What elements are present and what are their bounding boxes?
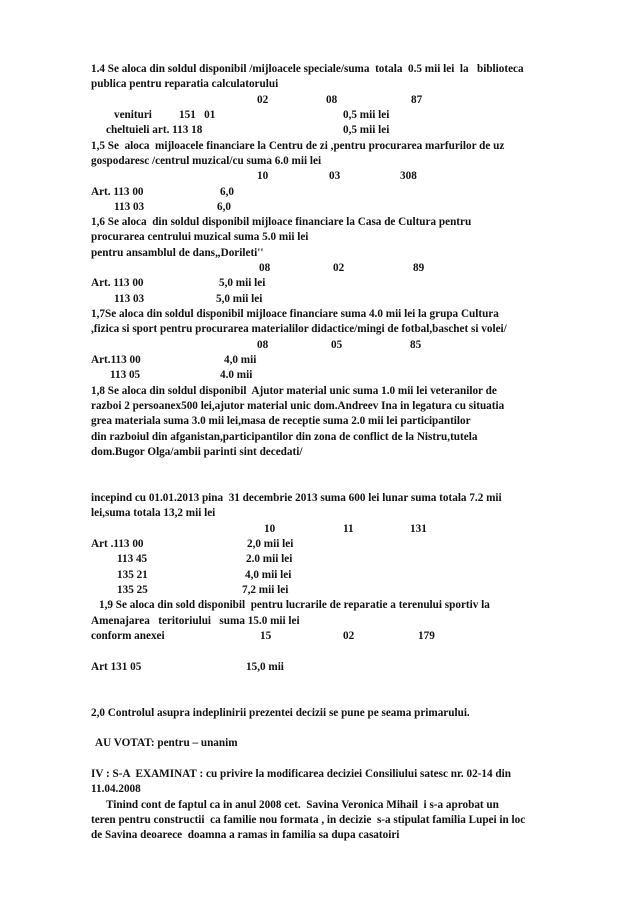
text-line: publica pentru reparatia calculatorului [91,78,279,90]
text-line: cheltuieli art. 113 18 [106,124,203,136]
text-line: IV : S-A EXAMINAT : cu privire la modificarea deciziei Consiliului satesc nr. 02-14 din [91,768,511,780]
code-cell: 02 [343,630,355,642]
code-cell: 89 [413,262,425,274]
text-line: 1,5 Se aloca mijloacele financiare la Centru de zi ,pentru procurarea marfurilor de uz [91,140,505,152]
text-line: Art. 113 00 [91,277,144,289]
code-cell: 131 [410,523,427,535]
text-line: 1,6 Se aloca din soldul disponibil mijloace financiare la Casa de Cultura pentru [91,216,472,228]
text-line: Art 131 05 [91,661,142,673]
amount-cell: 0,5 mii lei [343,109,390,121]
text-line: conform anexei [91,630,165,642]
text-line: 113 03 [114,293,145,305]
text-line: Art. 113 00 [91,186,144,198]
amount-cell: 6,0 [217,201,231,213]
text-line: 1,9 Se aloca din sold disponibil pentru lucrarile de reparatie a terenului sportiv la [99,599,490,611]
text-line: 113 45 [117,553,148,565]
text-line: 1.4 Se aloca din soldul disponibil /mijloacele speciale/suma totala 0.5 mii lei la biblioteca [91,63,524,75]
code-cell: 05 [331,339,343,351]
code-cell: 10 [264,523,276,535]
amount-cell: 5,0 mii lei [216,293,263,305]
text-line: Tinind cont de faptul ca in anul 2008 cet. Savina Veronica Mihail i s-a aprobat un [106,799,499,811]
text-line: Amenajarea teritoriului suma 15.0 mii lei [91,615,300,627]
text-line: 113 03 [114,201,145,213]
text-line: 2,0 Controlul asupra indeplinirii prezentei decizii se pune pe seama primarului. [91,707,470,719]
text-line: 1,8 Se aloca din soldul disponibil Ajutor material unic suma 1.0 mii lei veteranilor de [91,385,497,397]
amount-cell: 4,0 mii lei [245,569,292,581]
text-line: grea materiala suma 3.0 mii lei,masa de receptie suma 2.0 mii lei participantilor [91,415,471,427]
code-cell: 11 [343,523,354,535]
amount-cell: 2,0 mii lei [247,538,294,550]
amount-cell: 4,0 mii [224,354,257,366]
text-line: de Savina deoarece doamna a ramas in familia sa dupa casatoiri [91,829,400,841]
amount-cell: 5,0 mii lei [219,277,266,289]
code-cell: 87 [411,94,423,106]
text-line: ,fizica si sport pentru procurarea materialilor didactice/mingi de fotbal,baschet si volei/ [91,323,507,335]
text-line: venituri [114,109,152,121]
text-line: AU VOTAT: pentru – unanim [95,737,238,749]
amount-cell: 7,2 mii lei [242,584,289,596]
code-cell: 02 [257,94,269,106]
code-cell: 08 [257,339,269,351]
code-cell: 02 [333,262,345,274]
code-cell: 179 [418,630,435,642]
text-line: 135 21 [117,569,148,581]
text-line: razboi 2 persoanex500 lei,ajutor material unic dom.Andreev Ina in legatura cu situatia [91,400,505,412]
amount-cell: 6,0 [220,186,234,198]
text-line: lei,suma totala 13,2 mii lei [91,507,216,519]
code-cell: 08 [326,94,338,106]
code-cell: 03 [329,170,341,182]
text-line: incepind cu 01.01.2013 pina 31 decembrie 2013 suma 600 lei lunar suma totala 7.2 mii [91,492,502,504]
text-line: 1,7Se aloca din soldul disponibil mijloace financiare suma 4.0 mii lei la grupa Cultura [91,308,499,320]
code-cell: 08 [259,262,271,274]
code-cell: 10 [257,170,269,182]
code-cell: 85 [410,339,422,351]
text-line: 135 25 [117,584,148,596]
text-line: Art.113 00 [91,354,141,366]
text-line: 151 01 [179,109,216,121]
code-cell: 308 [400,170,417,182]
text-line: dom.Bugor Olga/ambii parinti sint decedati/ [91,446,303,458]
amount-cell: 4.0 mii [220,369,253,381]
amount-cell: 0,5 mii lei [343,124,390,136]
text-line: din razboiul din afganistan,participantilor din zona de conflict de la Nistru,tutela [91,431,478,443]
text-line: Art .113 00 [91,538,144,550]
amount-cell: 2.0 mii lei [246,553,293,565]
text-line: gospodaresc /centrul muzical/cu suma 6.0 mii lei [91,155,322,167]
text-line: 11.04.2008 [91,783,141,795]
text-line: pentru ansamblul de dans„Dorileti'' [91,247,264,259]
text-line: teren pentru constructii ca familie nou formata , in decizie s-a stipulat familia Lupei in loc [91,814,526,826]
text-line: procurarea centrului muzical suma 5.0 mii lei [91,231,309,243]
code-cell: 15 [260,630,272,642]
amount-cell: 15,0 mii [246,661,284,673]
text-line: 113 05 [110,369,141,381]
